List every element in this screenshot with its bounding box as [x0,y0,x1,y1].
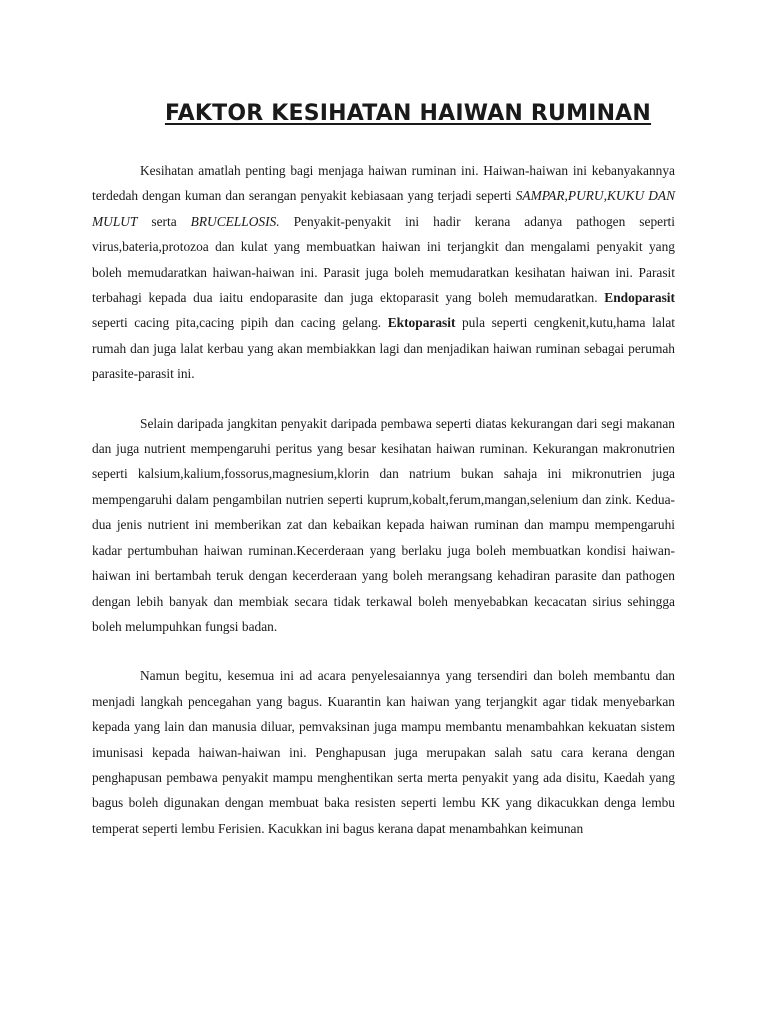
document-title [0,101,768,126]
paragraph-text: Selain daripada jangkitan penyakit daripada pembawa seperti diatas kekurangan dari segi makanan dan juga nutrient mempengaruhi peritus yang besar kesihatan haiwan ruminan. Kekurangan makronutrien seperti kalsium,kalium,fossorus,magnesium,klorin dan natrium bukan sahaja ini mikronutrien juga mempengaruhi dalam pengambilan nutrien seperti kuprum,kobalt,ferum,mangan,selenium dan zink. Kedua-dua jenis nutrient ini memberikan zat dan kebaikan kepada haiwan ruminan dan mampu mempengaruhi kadar pertumbuhan haiwan ruminan.Kecerderaan yang berlaku juga boleh membuatkan kondisi haiwan-haiwan ini bertambah teruk dengan kecerderaan yang boleh merangsang kehadiran parasite dan pathogen dengan lebih banyak dan membiak secara tidak terkawal boleh menyebabkan kecacatan sirius sehingga boleh melumpuhkan fungsi badan. [92,415,675,634]
italic-term: SAMPAR,PURU,KUKU DAN MULUT [92,188,675,229]
bold-term: Ektoparasit [387,315,456,331]
paragraph-3 [92,663,675,841]
paragraph-text: Namun begitu, kesemua ini ad acara penyelesaiannya yang tersendiri dan boleh membantu dan menjadi langkah pencegahan yang bagus. Kuarantin kan haiwan yang terjangkit agar tidak menyebarkan kepada yang lain dan manusia diluar, pemvaksinan juga mampu membantu menambahkan kekuatan sistem imunisasi kepada haiwan-haiwan ini. Penghapusan juga merupakan salah satu cara kerana dengan penghapusan pembawa penyakit mampu menghentikan serta merta penyakit yang ada disitu, Kaedah yang bagus boleh digunakan dengan membuat baka resisten seperti lembu KK yang dikacukkan denga lembu temperat seperti lembu Ferisien. Kacukkan ini bagus kerana dapat menambahkan keimunan [92,668,675,836]
paragraph-text: pula seperti cengkenit,kutu,hama lalat rumah dan juga lalat kerbau yang akan membiakkan lagi dan menjadikan haiwan ruminan sebagai perumah parasite-parasit ini. [92,315,675,382]
document-body [92,158,675,865]
italic-term: BRUCELLOSIS. [190,213,280,229]
paragraph-text: Kesihatan amatlah penting bagi menjaga haiwan ruminan ini. Haiwan-haiwan ini kebanyakannya terdedah dengan kuman dan serangan penyakit kebiasaan yang terjadi seperti [92,163,675,204]
document-title-text: FAKTOR KESIHATAN HAIWAN RUMINAN [164,101,652,126]
paragraph-1 [92,158,675,387]
bold-term: Endoparasit [604,290,675,306]
paragraph-text: seperti cacing pita,cacing pipih dan cacing gelang. [92,315,388,331]
paragraph-text: Penyakit-penyakit ini hadir kerana adanya pathogen seperti virus,bateria,protozoa dan kulat yang membuatkan haiwan ini terjangkit dan mengalami penyakit yang boleh memudaratkan haiwan-haiwan ini. Parasit juga boleh memudaratkan kesihatan haiwan ini. Parasit terbahagi kepada dua iaitu endoparasite dan juga ektoparasit yang boleh memudaratkan. [92,213,675,306]
paragraph-2 [92,411,675,640]
paragraph-text: serta [137,213,191,229]
